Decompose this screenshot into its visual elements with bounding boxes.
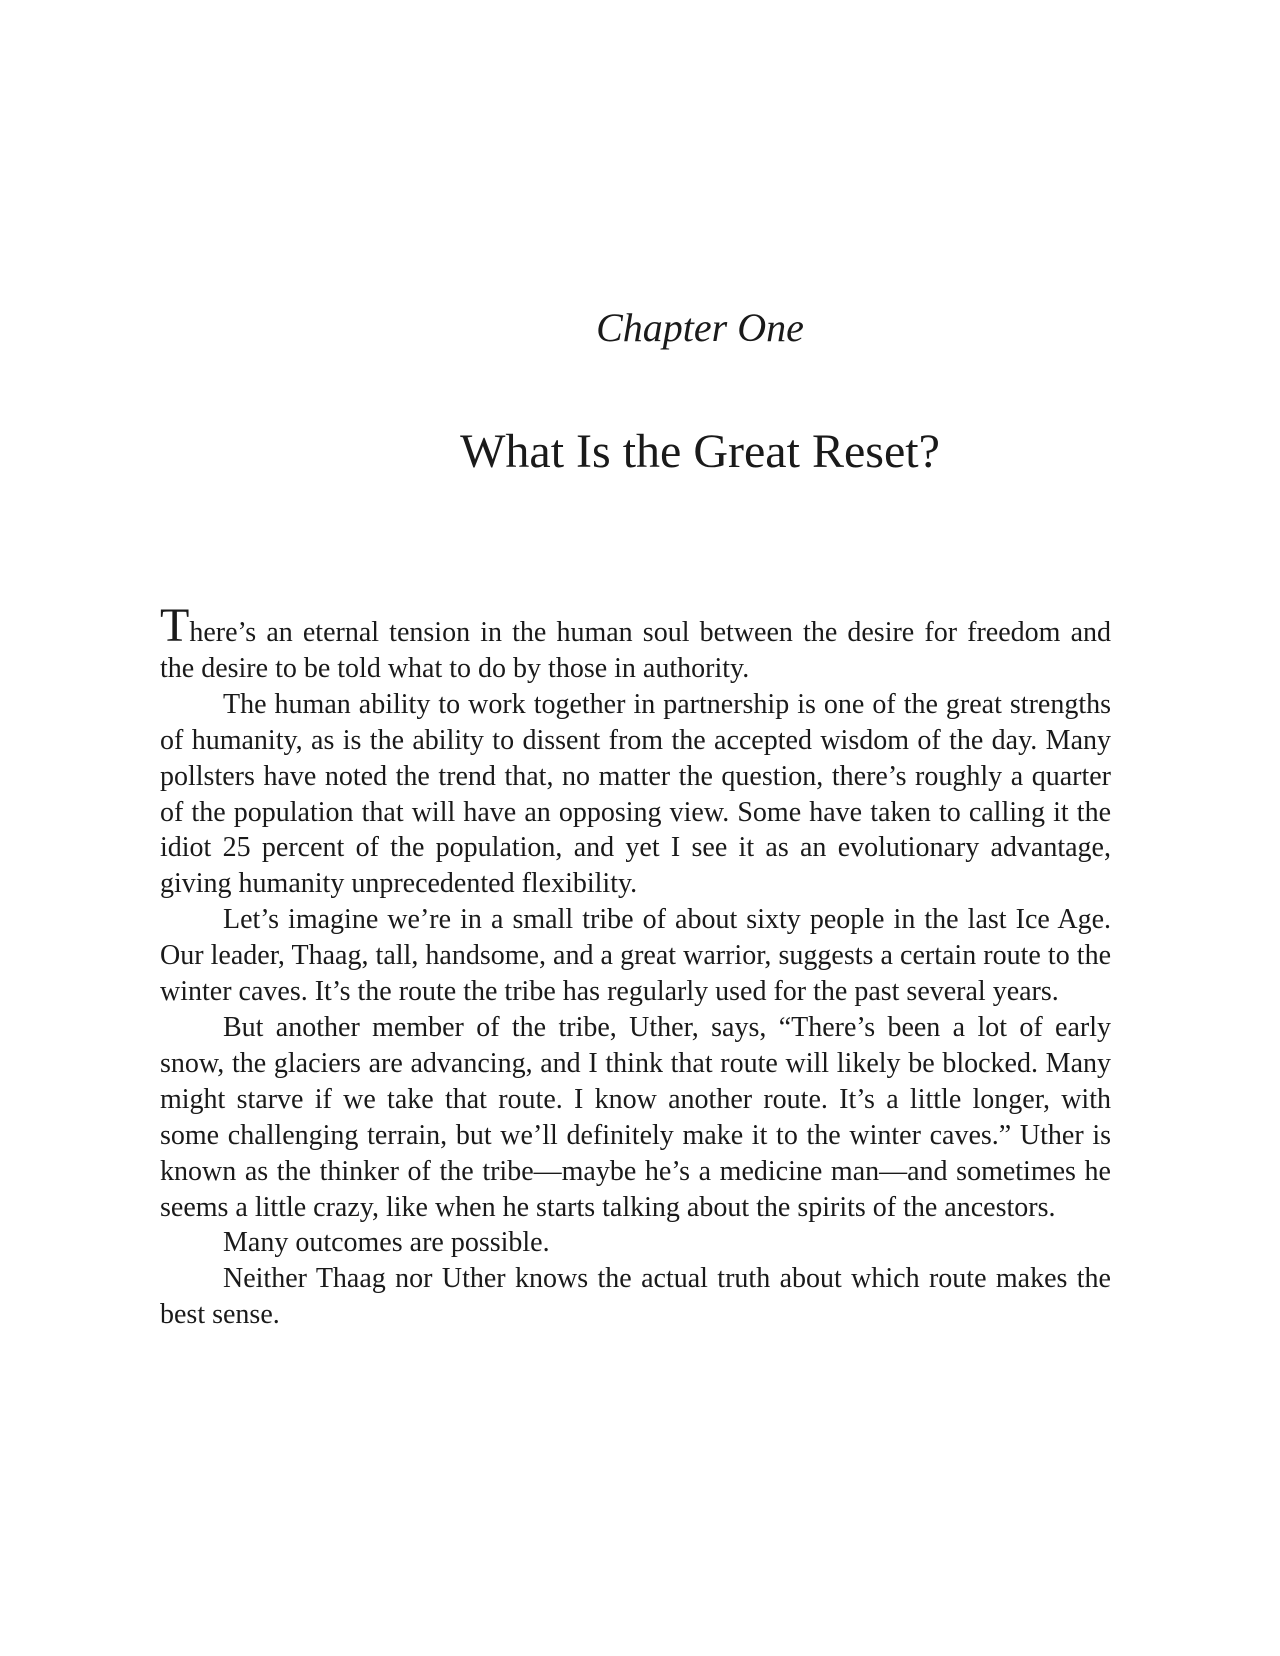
body-paragraph: Let’s imagine we’re in a small tribe of about sixty people in the last Ice Age. Our leader, Thaag, tall, handsome, and a great warrior, suggests a certain route to the winter caves. It’s the route the tribe has regularly used for the past several years. bbox=[160, 904, 1111, 1008]
drop-cap: T bbox=[160, 599, 190, 652]
opening-paragraph bbox=[160, 599, 1111, 687]
body-paragraph: But another member of the tribe, Uther, says, “There’s been a lot of early snow, the glaciers are advancing, and I think that route will likely be blocked. Many might starve if we take that route. I know another route. It’s a little longer, with some challenging terrain, but we’ll definitely make it to the winter caves.” Uther is known as the thinker of the tribe—maybe he’s a medicine man—and sometimes he seems a little crazy, like when he starts talking about the spirits of the ancestors. bbox=[160, 1011, 1111, 1223]
chapter-label: Chapter One bbox=[596, 305, 804, 350]
chapter-body bbox=[160, 599, 1111, 1333]
body-paragraph: The human ability to work together in partnership is one of the great strengths of humanity, as is the ability to dissent from the accepted wisdom of the day. Many pollsters have noted the trend that, no matter the question, there’s roughly a quarter of the population that will have an opposing view. Some have taken to calling it the idiot 25 percent of the population, and yet I see it as an evolutionary advantage, giving humanity unprecedented flexibility. bbox=[160, 688, 1111, 900]
opening-paragraph-text: here’s an eternal tension in the human soul between the desire for freedom and the desire to be told what to do by those in authority. bbox=[160, 617, 1111, 684]
body-paragraph: Many outcomes are possible. bbox=[223, 1227, 550, 1259]
body-paragraph: Neither Thaag nor Uther knows the actual truth about which route makes the best sense. bbox=[160, 1263, 1111, 1331]
chapter-title: What Is the Great Reset? bbox=[460, 425, 940, 478]
